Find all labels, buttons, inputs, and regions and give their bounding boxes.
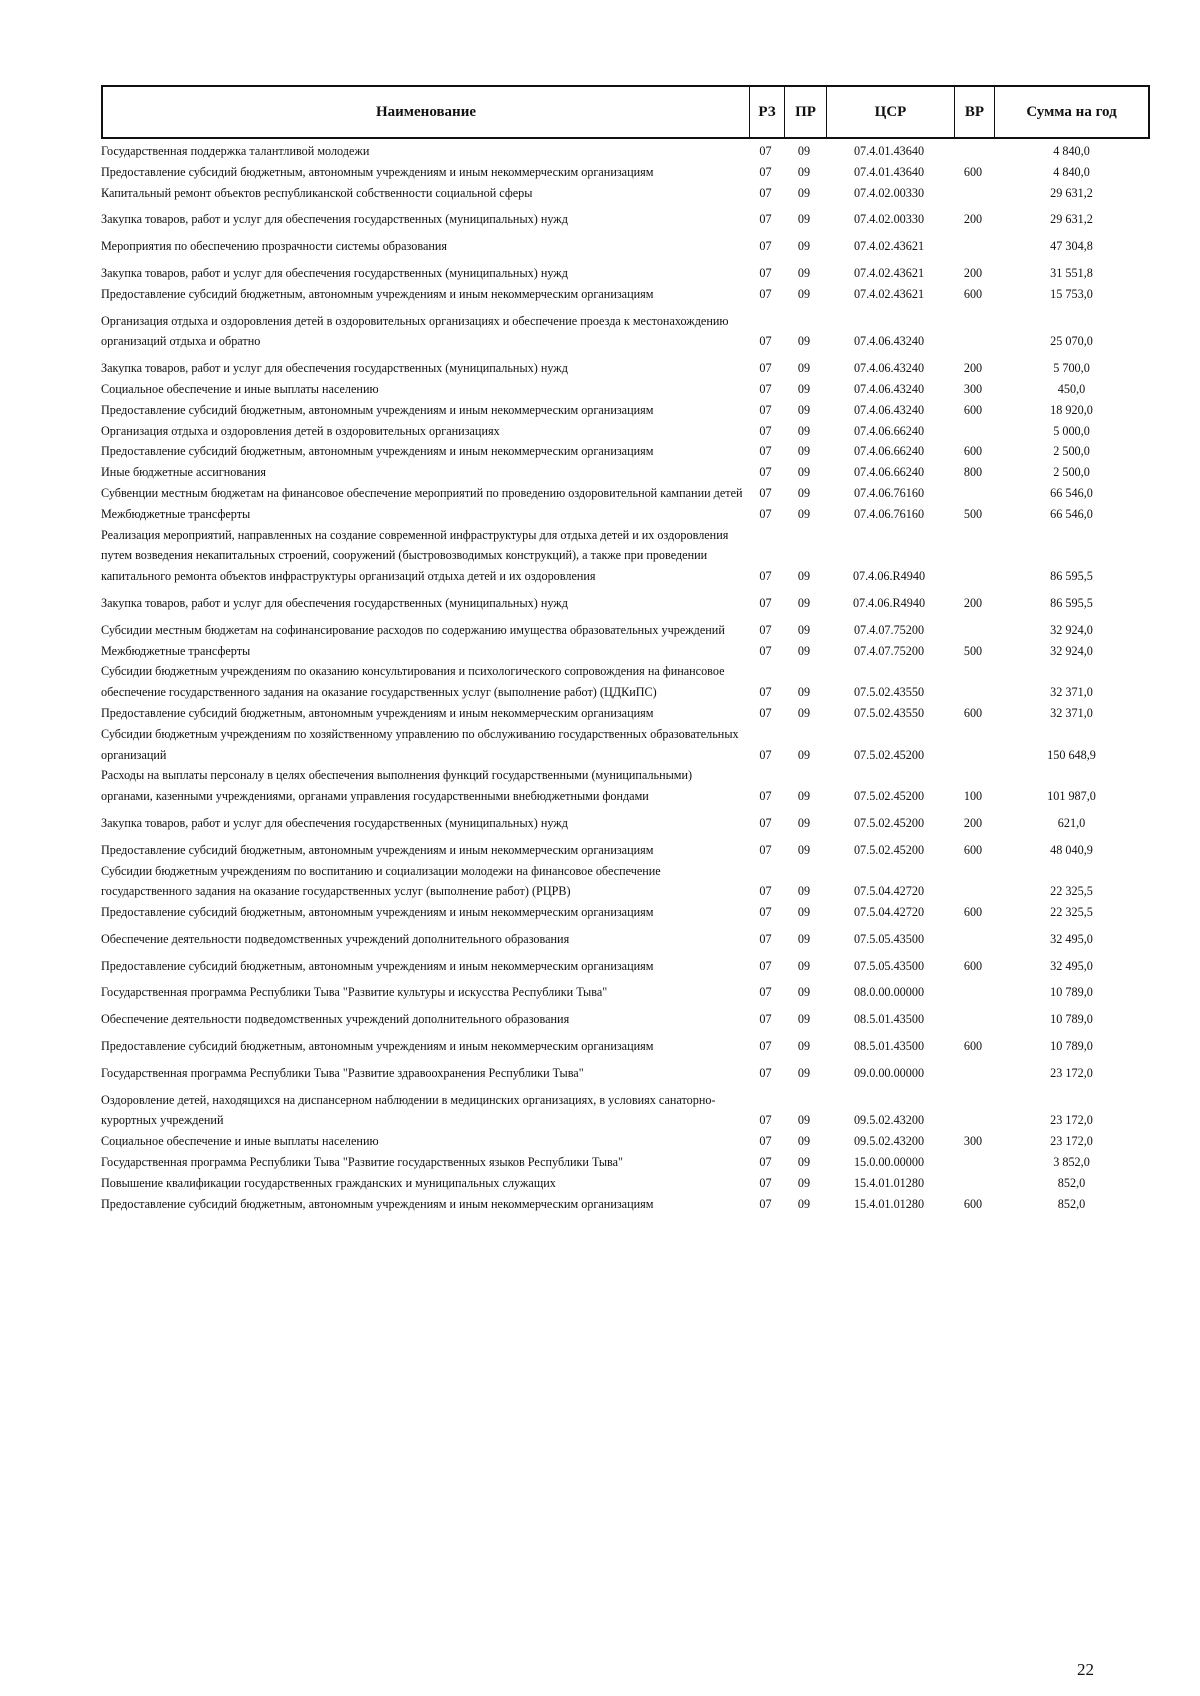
table-row	[101, 614, 1150, 641]
cell-rz: 07	[759, 265, 772, 280]
cell-csr: 07.4.06.R4940	[852, 595, 926, 610]
cell-vr: 600	[963, 705, 983, 720]
cell-name: Предоставление субсидий бюджетным, автономным учреждениям и иным некоммерческим организациям	[101, 958, 654, 973]
cell-name: Предоставление субсидий бюджетным, автономным учреждениям и иным некоммерческим организациям	[101, 842, 654, 857]
cell-pr: 09	[797, 164, 811, 179]
cell-rz: 07	[759, 789, 772, 804]
table-row	[101, 1030, 1150, 1057]
cell-name: Субвенции местным бюджетам на финансовое обеспечение мероприятий по проведению оздоровительной кампании детей	[101, 485, 743, 500]
cell-rz: 07	[759, 985, 772, 1000]
cell-csr: 07.5.02.43550	[853, 685, 925, 700]
cell-sum: 25 070,0	[1050, 334, 1093, 349]
cell-csr: 07.5.02.45200	[853, 747, 925, 762]
table-row	[101, 203, 1150, 230]
cell-rz: 07	[759, 444, 772, 459]
cell-rz: 07	[759, 485, 772, 500]
cell-vr: 300	[963, 381, 983, 396]
cell-pr: 09	[797, 1134, 811, 1149]
table-row	[101, 504, 1150, 525]
cell-csr: 08.0.00.00000	[853, 985, 925, 1000]
cell-csr: 07.5.02.45200	[853, 842, 925, 857]
cell-pr: 09	[797, 361, 811, 376]
cell-csr: 07.4.06.43240	[853, 361, 925, 376]
table-row	[101, 352, 1150, 379]
cell-vr: 800	[963, 465, 983, 480]
cell-rz: 07	[759, 506, 772, 521]
table-row	[101, 257, 1150, 284]
cell-csr: 07.4.02.43621	[853, 286, 925, 301]
cell-csr: 07.5.02.45200	[853, 789, 925, 804]
cell-rz: 07	[759, 747, 772, 762]
cell-rz: 07	[759, 185, 772, 200]
cell-pr: 09	[797, 595, 811, 610]
cell-rz: 07	[759, 465, 772, 480]
table-row	[101, 305, 1150, 353]
cell-vr: 200	[963, 815, 983, 830]
cell-rz: 07	[759, 334, 772, 349]
cell-csr: 08.5.01.43500	[853, 1039, 925, 1054]
table-row	[101, 421, 1150, 442]
cell-csr: 07.5.02.43550	[853, 705, 925, 720]
page-number: 22	[1077, 1660, 1094, 1679]
table-row	[101, 441, 1150, 462]
table-row	[101, 641, 1150, 662]
cell-name: Государственная поддержка талантливой молодежи	[101, 144, 370, 158]
cell-pr: 09	[797, 185, 811, 200]
cell-rz: 07	[759, 643, 772, 658]
cell-name: Обеспечение деятельности подведомственных учреждений дополнительного образования	[101, 1012, 570, 1027]
cell-name: Межбюджетные трансферты	[101, 506, 251, 521]
cell-sum: 32 924,0	[1050, 643, 1093, 658]
header-sum: Сумма на год	[1026, 103, 1117, 120]
cell-rz: 07	[759, 1134, 772, 1149]
cell-vr: 600	[963, 905, 983, 920]
cell-sum: 32 371,0	[1050, 705, 1093, 720]
cell-pr: 09	[797, 1012, 811, 1027]
cell-sum: 101 987,0	[1047, 789, 1096, 804]
cell-rz: 07	[759, 1065, 772, 1080]
cell-sum: 852,0	[1057, 1175, 1086, 1190]
cell-pr: 09	[797, 212, 811, 227]
cell-vr: 200	[963, 361, 983, 376]
cell-sum: 23 172,0	[1050, 1065, 1093, 1080]
table-row	[101, 1084, 1150, 1132]
table-row	[101, 703, 1150, 724]
table-header	[101, 85, 1150, 139]
table-row	[101, 284, 1150, 305]
cell-name: Предоставление субсидий бюджетным, автономным учреждениям и иным некоммерческим организациям	[101, 1039, 654, 1054]
cell-rz: 07	[759, 569, 772, 584]
cell-name: Расходы на выплаты персоналу в целях обеспечения выполнения функций государственными (муниципальными) органами, казенными учреждениями, органами управления государственными внебюджетными фондами	[101, 768, 693, 804]
cell-name: Предоставление субсидий бюджетным, автономным учреждениям и иным некоммерческим организациям	[101, 905, 654, 920]
cell-sum: 450,0	[1057, 381, 1086, 396]
table-row	[101, 1194, 1150, 1215]
cell-sum: 31 551,8	[1050, 265, 1093, 280]
cell-pr: 09	[797, 286, 811, 301]
cell-name: Субсидии бюджетным учреждениям по воспитанию и социализации молодежи на финансовое обеспечение государственного задания на оказание государственных услуг (выполнение работ) (РЦРВ)	[101, 863, 661, 899]
cell-sum: 29 631,2	[1050, 212, 1093, 227]
cell-name: Предоставление субсидий бюджетным, автономным учреждениям и иным некоммерческим организациям	[101, 1196, 654, 1211]
cell-sum: 4 840,0	[1053, 144, 1090, 158]
cell-pr: 09	[797, 1196, 811, 1211]
cell-vr: 200	[963, 265, 983, 280]
cell-csr: 07.4.06.43240	[853, 334, 925, 349]
cell-vr: 600	[963, 1039, 983, 1054]
table-row	[101, 724, 1150, 766]
cell-sum: 150 648,9	[1047, 747, 1096, 762]
cell-sum: 32 371,0	[1050, 685, 1093, 700]
cell-pr: 09	[797, 381, 811, 396]
cell-sum: 5 700,0	[1053, 361, 1090, 376]
cell-rz: 07	[759, 1175, 772, 1190]
cell-sum: 23 172,0	[1050, 1113, 1093, 1128]
cell-pr: 09	[797, 1065, 811, 1080]
cell-name: Субсидии бюджетным учреждениям по хозяйственному управлению по обслуживанию государственных образовательных организаций	[101, 726, 739, 762]
cell-vr: 600	[963, 842, 983, 857]
cell-rz: 07	[759, 144, 772, 158]
cell-pr: 09	[797, 884, 811, 899]
cell-name: Субсидии местным бюджетам на софинансирование расходов по содержанию имущества образовательных учреждений	[101, 622, 725, 637]
cell-vr: 500	[963, 506, 983, 521]
cell-csr: 07.4.02.00330	[853, 212, 925, 227]
cell-vr: 600	[963, 1196, 983, 1211]
cell-vr: 500	[963, 643, 983, 658]
cell-name: Закупка товаров, работ и услуг для обеспечения государственных (муниципальных) нужд	[101, 815, 568, 830]
cell-csr: 15.4.01.01280	[853, 1196, 925, 1211]
table-row	[101, 462, 1150, 483]
cell-name: Реализация мероприятий, направленных на создание современной инфраструктуры для отдыха детей и их оздоровления путем возведения некапитальных строений, сооружений (быстровозводимых конструкций), а также при проведении капитального ремонта объектов инфраструктуры организаций отдыха детей и их оздоровления	[101, 527, 729, 584]
cell-csr: 07.4.07.75200	[853, 622, 925, 637]
cell-vr: 100	[963, 789, 983, 804]
cell-pr: 09	[797, 705, 811, 720]
cell-csr: 07.4.02.43621	[853, 265, 925, 280]
cell-csr: 07.4.06.43240	[853, 402, 925, 417]
cell-sum: 32 495,0	[1050, 931, 1093, 946]
cell-pr: 09	[797, 842, 811, 857]
cell-pr: 09	[797, 485, 811, 500]
cell-name: Закупка товаров, работ и услуг для обеспечения государственных (муниципальных) нужд	[101, 265, 568, 280]
table-row	[101, 1057, 1150, 1084]
cell-rz: 07	[759, 622, 772, 637]
cell-name: Оздоровление детей, находящихся на диспансерном наблюдении в медицинских организациях, в условиях санаторно-курортных учреждений	[101, 1092, 716, 1128]
cell-csr: 15.4.01.01280	[853, 1175, 925, 1190]
cell-csr: 07.5.05.43500	[853, 958, 925, 973]
cell-sum: 22 325,5	[1050, 905, 1093, 920]
cell-name: Организация отдыха и оздоровления детей в оздоровительных организациях и обеспечение проезда к местонахождению организаций отдыха и обратно	[101, 313, 729, 349]
cell-name: Социальное обеспечение и иные выплаты населению	[101, 381, 379, 396]
table-row	[101, 861, 1150, 903]
cell-csr: 07.5.04.42720	[853, 884, 925, 899]
table-row	[101, 950, 1150, 977]
header-csr: ЦСР	[827, 87, 955, 137]
cell-rz: 07	[759, 361, 772, 376]
cell-name: Закупка товаров, работ и услуг для обеспечения государственных (муниципальных) нужд	[101, 212, 568, 227]
cell-pr: 09	[797, 622, 811, 637]
cell-name: Предоставление субсидий бюджетным, автономным учреждениям и иным некоммерческим организациям	[101, 444, 654, 459]
cell-rz: 07	[759, 595, 772, 610]
cell-sum: 66 546,0	[1050, 506, 1093, 521]
cell-csr: 07.4.06.76160	[853, 485, 925, 500]
cell-sum: 18 920,0	[1050, 402, 1093, 417]
cell-sum: 29 631,2	[1050, 185, 1093, 200]
cell-sum: 2 500,0	[1053, 444, 1090, 459]
cell-csr: 07.4.02.43621	[853, 239, 925, 254]
cell-csr: 07.4.06.66240	[853, 444, 925, 459]
cell-rz: 07	[759, 905, 772, 920]
header-pr: ПР	[785, 87, 827, 137]
table-row	[101, 834, 1150, 861]
table-row	[101, 1131, 1150, 1152]
cell-csr: 07.5.02.45200	[853, 815, 925, 830]
table-row	[101, 400, 1150, 421]
cell-rz: 07	[759, 958, 772, 973]
header-vr: ВР	[955, 87, 995, 137]
cell-pr: 09	[797, 423, 811, 438]
table-body	[101, 141, 1150, 1214]
cell-csr: 08.5.01.43500	[853, 1012, 925, 1027]
cell-pr: 09	[797, 789, 811, 804]
cell-sum: 66 546,0	[1050, 485, 1093, 500]
cell-vr: 200	[963, 595, 983, 610]
cell-sum: 15 753,0	[1050, 286, 1093, 301]
cell-csr: 07.4.01.43640	[853, 164, 925, 179]
cell-pr: 09	[797, 1175, 811, 1190]
cell-rz: 07	[759, 381, 772, 396]
cell-sum: 86 595,5	[1050, 595, 1093, 610]
cell-rz: 07	[759, 1039, 772, 1054]
cell-pr: 09	[797, 985, 811, 1000]
table-row	[101, 661, 1150, 703]
cell-csr: 09.5.02.43200	[853, 1113, 925, 1128]
cell-rz: 07	[759, 1113, 772, 1128]
table-row	[101, 141, 1150, 162]
cell-sum: 23 172,0	[1050, 1134, 1093, 1149]
cell-rz: 07	[759, 1155, 772, 1170]
cell-vr: 300	[963, 1134, 983, 1149]
cell-pr: 09	[797, 747, 811, 762]
cell-rz: 07	[759, 402, 772, 417]
cell-csr: 07.4.06.R4940	[852, 569, 926, 584]
cell-name: Капитальный ремонт объектов республиканской собственности социальной сферы	[101, 185, 533, 200]
cell-rz: 07	[759, 239, 772, 254]
cell-name: Предоставление субсидий бюджетным, автономным учреждениям и иным некоммерческим организациям	[101, 402, 654, 417]
cell-sum: 32 924,0	[1050, 622, 1093, 637]
cell-csr: 07.4.06.76160	[853, 506, 925, 521]
cell-pr: 09	[797, 334, 811, 349]
cell-name: Субсидии бюджетным учреждениям по оказанию консультирования и психологического сопровождения на финансовое обеспечение государственного задания на оказание государственных услуг (выполнение работ) (ЦДКиПС)	[101, 664, 725, 700]
cell-csr: 09.0.00.00000	[853, 1065, 925, 1080]
cell-rz: 07	[759, 423, 772, 438]
cell-pr: 09	[797, 958, 811, 973]
cell-vr: 200	[963, 212, 983, 227]
cell-pr: 09	[797, 1039, 811, 1054]
cell-pr: 09	[797, 643, 811, 658]
cell-pr: 09	[797, 569, 811, 584]
cell-sum: 5 000,0	[1053, 423, 1090, 438]
cell-pr: 09	[797, 931, 811, 946]
cell-name: Межбюджетные трансферты	[101, 643, 251, 658]
cell-name: Повышение квалификации государственных гражданских и муниципальных служащих	[101, 1175, 556, 1190]
cell-name: Государственная программа Республики Тыва "Развитие здравоохранения Республики Тыва"	[101, 1065, 584, 1080]
cell-rz: 07	[759, 286, 772, 301]
table-row	[101, 923, 1150, 950]
cell-sum: 32 495,0	[1050, 958, 1093, 973]
cell-sum: 10 789,0	[1050, 985, 1093, 1000]
table-row	[101, 1152, 1150, 1173]
cell-sum: 47 304,8	[1050, 239, 1093, 254]
cell-vr: 600	[963, 958, 983, 973]
cell-name: Закупка товаров, работ и услуг для обеспечения государственных (муниципальных) нужд	[101, 595, 568, 610]
cell-sum: 10 789,0	[1050, 1012, 1093, 1027]
cell-sum: 621,0	[1057, 815, 1086, 830]
cell-csr: 07.4.07.75200	[853, 643, 925, 658]
cell-sum: 10 789,0	[1050, 1039, 1093, 1054]
cell-csr: 07.5.05.43500	[853, 931, 925, 946]
table-row	[101, 807, 1150, 834]
cell-pr: 09	[797, 1155, 811, 1170]
cell-pr: 09	[797, 265, 811, 280]
cell-csr: 07.4.06.43240	[853, 381, 925, 396]
table-row	[101, 902, 1150, 923]
cell-name: Предоставление субсидий бюджетным, автономным учреждениям и иным некоммерческим организациям	[101, 164, 654, 179]
table-row	[101, 1173, 1150, 1194]
cell-csr: 07.4.02.00330	[853, 185, 925, 200]
cell-csr: 15.0.00.00000	[853, 1155, 925, 1170]
cell-sum: 22 325,5	[1050, 884, 1093, 899]
cell-name: Обеспечение деятельности подведомственных учреждений дополнительного образования	[101, 931, 570, 946]
cell-rz: 07	[759, 705, 772, 720]
cell-name: Закупка товаров, работ и услуг для обеспечения государственных (муниципальных) нужд	[101, 361, 568, 376]
cell-sum: 48 040,9	[1050, 842, 1093, 857]
cell-csr: 07.5.04.42720	[853, 905, 925, 920]
cell-sum: 86 595,5	[1050, 569, 1093, 584]
table-row	[101, 379, 1150, 400]
cell-vr: 600	[963, 402, 983, 417]
cell-pr: 09	[797, 905, 811, 920]
cell-sum: 3 852,0	[1053, 1155, 1090, 1170]
header-rz: РЗ	[750, 87, 785, 137]
table-row	[101, 162, 1150, 183]
cell-rz: 07	[759, 1012, 772, 1027]
cell-rz: 07	[759, 931, 772, 946]
table-row	[101, 976, 1150, 1003]
cell-rz: 07	[759, 164, 772, 179]
cell-rz: 07	[759, 212, 772, 227]
cell-pr: 09	[797, 685, 811, 700]
cell-pr: 09	[797, 815, 811, 830]
cell-pr: 09	[797, 465, 811, 480]
table-row	[101, 483, 1150, 504]
cell-pr: 09	[797, 402, 811, 417]
cell-sum: 4 840,0	[1053, 164, 1090, 179]
header-name: Наименование	[103, 87, 750, 137]
table-row	[101, 1003, 1150, 1030]
table-row	[101, 525, 1150, 587]
cell-csr: 07.4.01.43640	[853, 144, 925, 158]
cell-vr: 600	[963, 164, 983, 179]
cell-name: Иные бюджетные ассигнования	[101, 465, 267, 480]
cell-sum: 2 500,0	[1053, 465, 1090, 480]
table-row	[101, 765, 1150, 807]
cell-csr: 07.4.06.66240	[853, 423, 925, 438]
cell-name: Предоставление субсидий бюджетным, автономным учреждениям и иным некоммерческим организациям	[101, 286, 654, 301]
cell-name: Организация отдыха и оздоровления детей в оздоровительных организациях	[101, 423, 500, 438]
cell-name: Государственная программа Республики Тыва "Развитие культуры и искусства Республики Тыва"	[101, 985, 608, 1000]
cell-rz: 07	[759, 815, 772, 830]
cell-rz: 07	[759, 1196, 772, 1211]
cell-rz: 07	[759, 884, 772, 899]
cell-pr: 09	[797, 144, 811, 158]
cell-csr: 07.4.06.66240	[853, 465, 925, 480]
table-row	[101, 183, 1150, 204]
cell-name: Мероприятия по обеспечению прозрачности системы образования	[101, 239, 448, 254]
cell-pr: 09	[797, 1113, 811, 1128]
cell-pr: 09	[797, 506, 811, 521]
cell-pr: 09	[797, 239, 811, 254]
table-row	[101, 587, 1150, 614]
cell-vr: 600	[963, 286, 983, 301]
table-row	[101, 230, 1150, 257]
cell-sum: 852,0	[1057, 1196, 1086, 1211]
cell-name: Государственная программа Республики Тыва "Развитие государственных языков Республики Тыва"	[101, 1155, 623, 1170]
cell-name: Предоставление субсидий бюджетным, автономным учреждениям и иным некоммерческим организациям	[101, 705, 654, 720]
cell-csr: 09.5.02.43200	[853, 1134, 925, 1149]
cell-rz: 07	[759, 685, 772, 700]
cell-name: Социальное обеспечение и иные выплаты населению	[101, 1134, 379, 1149]
cell-rz: 07	[759, 842, 772, 857]
cell-pr: 09	[797, 444, 811, 459]
cell-vr: 600	[963, 444, 983, 459]
